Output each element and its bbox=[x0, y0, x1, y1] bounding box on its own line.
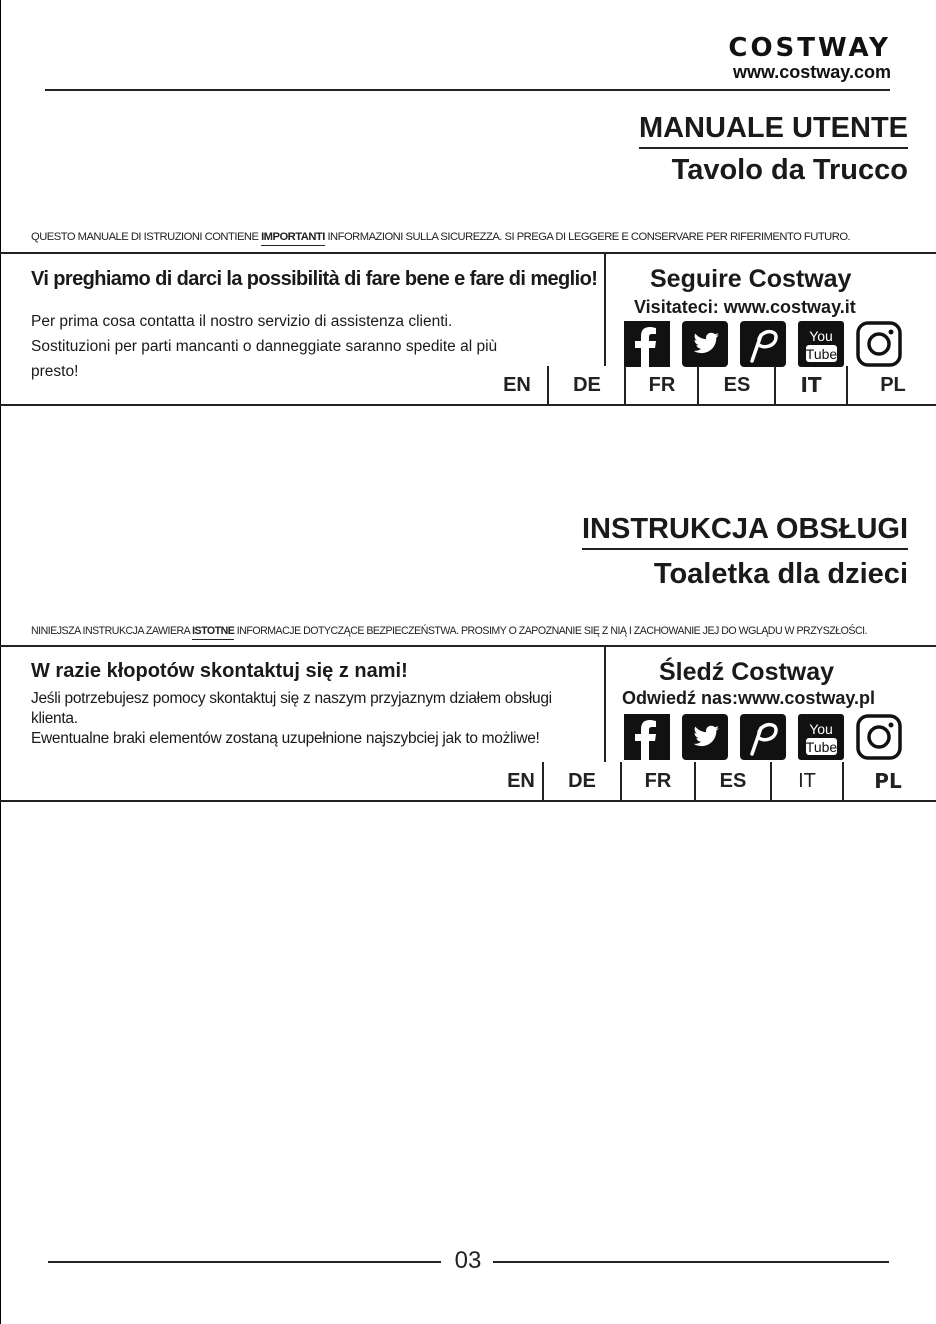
section-rule-top bbox=[0, 645, 936, 647]
brand-url[interactable]: www.costway.com bbox=[732, 62, 891, 82]
lang-pl[interactable]: PL bbox=[874, 769, 902, 793]
lang-pl[interactable]: PL bbox=[880, 374, 906, 396]
costway-logo bbox=[728, 34, 891, 82]
notice-highlight: IMPORTANTI bbox=[261, 231, 325, 246]
page-number: 03 bbox=[454, 1247, 482, 1274]
twitter-icon[interactable] bbox=[682, 321, 728, 367]
lang-fr[interactable]: FR bbox=[644, 770, 672, 792]
follow-url-pl[interactable]: Odwiedź nas:www.costway.pl bbox=[622, 688, 876, 708]
section-title-it: MANUALE UTENTE bbox=[639, 112, 908, 149]
youtube-icon[interactable] bbox=[798, 321, 844, 367]
section-rule-bottom bbox=[0, 800, 936, 802]
follow-url-it[interactable]: Visitateci: www.costway.it bbox=[634, 297, 856, 317]
follow-divider bbox=[604, 647, 606, 762]
notice-highlight: ISTOTNE bbox=[192, 625, 234, 640]
section-subtitle-it: Tavolo da Trucco bbox=[671, 154, 908, 186]
svg-text:You: You bbox=[809, 328, 833, 344]
pinterest-icon[interactable] bbox=[740, 321, 786, 367]
facebook-icon[interactable] bbox=[624, 321, 670, 367]
social-icons-it bbox=[624, 321, 902, 367]
lang-es[interactable]: ES bbox=[723, 374, 751, 396]
social-icons-pl bbox=[624, 714, 902, 760]
lang-it[interactable]: IT bbox=[800, 373, 822, 397]
footer-rule-right bbox=[493, 1261, 889, 1263]
section-rule-bottom bbox=[0, 404, 936, 406]
lang-en[interactable]: EN bbox=[503, 374, 531, 396]
section-title-pl: INSTRUKCJA OBSŁUGI bbox=[582, 513, 908, 550]
help-heading-pl: W razie kłopotów skontaktuj się z nami! bbox=[31, 660, 408, 682]
youtube-icon[interactable] bbox=[798, 714, 844, 760]
lang-de[interactable]: DE bbox=[573, 374, 601, 396]
lang-it[interactable]: IT bbox=[798, 770, 816, 792]
page-border bbox=[0, 0, 1, 1324]
svg-text:You: You bbox=[809, 721, 833, 737]
svg-text:Tube: Tube bbox=[805, 346, 838, 362]
language-bar-pl bbox=[0, 762, 936, 802]
instagram-icon[interactable] bbox=[856, 321, 902, 367]
help-text-pl: Jeśli potrzebujesz pomocy skontaktuj się z naszym przyjaznym działem obsługi klienta. Ewentualne braki elementów zostaną uzupełnione najszybciej jak to możliwe! bbox=[31, 690, 552, 747]
safety-notice-it: QUESTO MANUALE DI ISTRUZIONI CONTIENE IMPORTANTI INFORMAZIONI SULLA SICUREZZA. SI PREGA DI LEGGERE E CONSERVARE PER RIFERIMENTO FUTURO. bbox=[31, 231, 850, 243]
brand-name: COSTWAY bbox=[728, 33, 891, 63]
follow-divider bbox=[604, 254, 606, 366]
pinterest-icon[interactable] bbox=[740, 714, 786, 760]
svg-text:Tube: Tube bbox=[805, 739, 838, 755]
header-rule bbox=[45, 89, 890, 91]
instagram-icon[interactable] bbox=[856, 714, 902, 760]
lang-de[interactable]: DE bbox=[568, 770, 596, 792]
follow-title-pl: Śledź Costway bbox=[659, 658, 835, 686]
twitter-icon[interactable] bbox=[682, 714, 728, 760]
help-heading-it: Vi preghiamo di darci la possibilità di fare bene e fare di meglio! bbox=[31, 268, 598, 290]
section-subtitle-pl: Toaletka dla dzieci bbox=[653, 558, 908, 590]
language-bar-it bbox=[0, 366, 936, 406]
lang-es[interactable]: ES bbox=[719, 770, 747, 792]
lang-en[interactable]: EN bbox=[507, 770, 535, 792]
safety-notice-pl: NINIEJSZA INSTRUKCJA ZAWIERA ISTOTNE INFORMACJE DOTYCZĄCE BEZPIECZEŃSTWA. PROSIMY O ZAPOZNANIE SIĘ Z NIĄ I ZACHOWANIE JEJ DO WGLĄDU W PRZYSZŁOŚCI. bbox=[31, 625, 867, 637]
follow-title-it: Seguire Costway bbox=[650, 265, 852, 293]
section-rule-top bbox=[0, 252, 936, 254]
facebook-icon[interactable] bbox=[624, 714, 670, 760]
help-text-it: Per prima cosa contatta il nostro servizio di assistenza clienti. Sostituzioni per parti mancanti o danneggiate saranno spedite al più presto! bbox=[31, 313, 498, 380]
lang-fr[interactable]: FR bbox=[648, 374, 676, 396]
